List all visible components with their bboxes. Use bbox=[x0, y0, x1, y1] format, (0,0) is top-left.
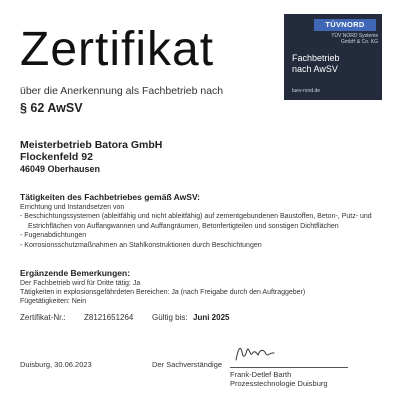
remarks-line-2: Tätigkeiten in explosionsgefährdeten Bereichen: Ja (nach Freigabe durch den Auftraggeber) bbox=[20, 289, 306, 296]
activities-heading: Tätigkeiten des Fachbetriebes gemäß AwSV: bbox=[20, 192, 200, 202]
badge-company-line-2: GmbH & Co. KG bbox=[341, 39, 378, 45]
signature-line bbox=[230, 367, 348, 368]
certificate-number-label: Zertifikat-Nr.: bbox=[20, 313, 66, 322]
badge-company bbox=[288, 33, 378, 45]
company-city: 46049 Oberhausen bbox=[20, 164, 101, 174]
activities-list bbox=[20, 212, 382, 250]
activities-intro: Errichtung und Instandsetzen von bbox=[20, 204, 125, 211]
remarks-line-1: Der Fachbetrieb wird für Dritte tätig: Ja bbox=[20, 280, 141, 287]
list-item: - Korrosionsschutzmaßnahmen an Stahlkonstruktionen durch Beschichtungen bbox=[20, 241, 262, 249]
certificate-number: Z8121651264 bbox=[84, 313, 134, 322]
valid-until-date: Juni 2025 bbox=[193, 313, 230, 322]
expert-label: Der Sachverständige bbox=[152, 360, 223, 369]
tuev-nord-logo: TÜVNORD bbox=[314, 19, 376, 31]
list-item: - Fugenabdichtungen bbox=[20, 232, 87, 239]
badge-url: tuev-nord.de bbox=[292, 88, 321, 94]
certificate-title: Zertifikat bbox=[20, 23, 215, 76]
place-date: Duisburg, 30.06.2023 bbox=[20, 360, 92, 369]
signature-mark bbox=[230, 340, 300, 366]
company-name: Meisterbetrieb Batora GmbH bbox=[20, 139, 163, 151]
certificate-subtitle: über die Anerkennung als Fachbetrieb nach bbox=[20, 85, 224, 97]
company-street: Flockenfeld 92 bbox=[20, 151, 93, 163]
badge-line-2: nach AwSV bbox=[292, 64, 338, 74]
valid-until-label: Gültig bis: bbox=[152, 313, 188, 322]
badge-line-1: Fachbetrieb bbox=[292, 53, 340, 63]
remarks-heading: Ergänzende Bemerkungen: bbox=[20, 268, 131, 278]
tuev-nord-badge bbox=[284, 14, 382, 100]
badge-company-line-1: TÜV NORD Systems bbox=[331, 33, 378, 39]
paragraph-reference: § 62 AwSV bbox=[20, 101, 83, 115]
remarks-line-3: Fügetätigkeiten: Nein bbox=[20, 298, 87, 305]
signer-name: Frank-Detlef Barth bbox=[230, 370, 292, 379]
list-item: - Beschichtungssystemen (ableitfähig und nicht ableitfähig) auf zementgebundenen Baustoffen, Beton-, Putz- und Estrichflächen von Auffangwannen und Auffangräumen, Betonfertigteilen und sonstigen Dichtflächen bbox=[20, 213, 372, 230]
signer-department: Prozesstechnologie Duisburg bbox=[230, 379, 328, 388]
